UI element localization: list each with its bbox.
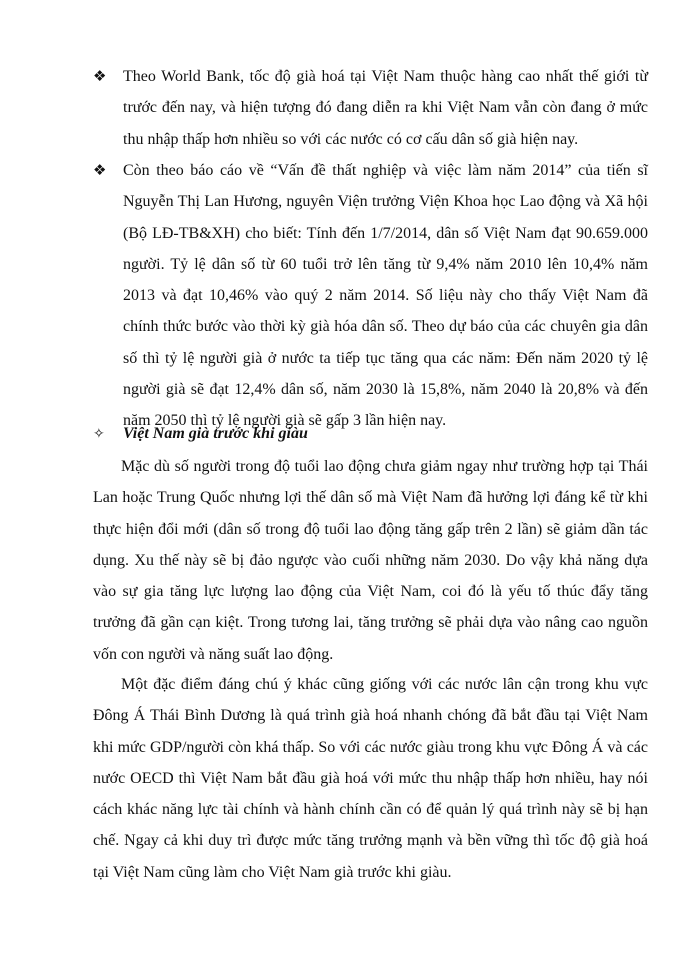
paragraph-1: Mặc dù số người trong độ tuổi lao động chưa giảm ngay như trường hợp tại Thái Lan hoặc Trung Quốc nhưng lợi thế dân số mà Việt Nam đã hưởng lợi đáng kể từ khi thực hiện đổi mới (dân số trong độ tuổi lao động tăng gấp trên 2 lần) sẽ giảm dần tác dụng. Xu thế này sẽ bị đảo ngược vào cuối những năm 2030. Do vậy khả năng dựa vào sự gia tăng lực lượng lao động của Việt Nam, coi đó là yếu tố thúc đẩy tăng trưởng đã gần cạn kiệt. Trong tương lai, tăng trưởng sẽ phải dựa vào nâng cao nguồn vốn con người và năng suất lao động. — [93, 458, 648, 663]
hollow-diamond-icon: ✧ — [93, 426, 105, 442]
section-heading — [93, 420, 308, 448]
bullet-item-report — [93, 155, 648, 437]
bullet-text: Còn theo báo cáo về “Vấn đề thất nghiệp và việc làm năm 2014” của tiến sĩ Nguyễn Thị Lan Hương, nguyên Viện trưởng Viện Khoa học Lao động và Xã hội (Bộ LĐ-TB&XH) cho biết: Tính đến 1/7/2014, dân số Việt Nam đạt 90.659.000 người. Tỷ lệ dân số từ 60 tuổi trở lên tăng từ 9,4% năm 2010 lên 10,4% năm 2013 và đạt 10,46% vào quý 2 năm 2014. Số liệu này cho thấy Việt Nam đã chính thức bước vào thời kỳ già hóa dân số. Theo dự báo của các chuyên gia dân số thì tỷ lệ người già ở nước ta tiếp tục tăng qua các năm: Đến năm 2020 tỷ lệ người già sẽ đạt 12,4% dân số, năm 2030 là 15,8%, năm 2040 là 20,8% và đến năm 2050 thì tỷ lệ người già sẽ gấp 3 lần hiện nay. — [123, 162, 648, 430]
section-heading-text: Việt Nam già trước khi giàu — [123, 425, 308, 442]
four-diamond-bullet-icon: ❖ — [93, 67, 107, 85]
four-diamond-bullet-icon: ❖ — [93, 161, 107, 179]
bullet-text: Theo World Bank, tốc độ già hoá tại Việt Nam thuộc hàng cao nhất thế giới từ trước đến nay, và hiện tượng đó đang diễn ra khi Việt Nam vẫn còn đang ở mức thu nhập thấp hơn nhiều so với các nước có cơ cấu dân số già hiện nay. — [123, 68, 648, 148]
bullet-item-world-bank — [93, 61, 648, 155]
paragraph-2: Một đặc điểm đáng chú ý khác cũng giống với các nước lân cận trong khu vực Đông Á Thái Bình Dương là quá trình già hoá nhanh chóng đã bắt đầu tại Việt Nam khi mức GDP/người còn khá thấp. So với các nước giàu trong khu vực Đông Á và các nước OECD thì Việt Nam bắt đầu già hoá với mức thu nhập thấp hơn nhiều, hay nói cách khác năng lực tài chính và hành chính cần có để quản lý quá trình này sẽ bị hạn chế. Ngay cả khi duy trì được mức tăng trưởng mạnh và bền vững thì tốc độ già hoá tại Việt Nam cũng làm cho Việt Nam già trước khi giàu. — [93, 676, 648, 881]
